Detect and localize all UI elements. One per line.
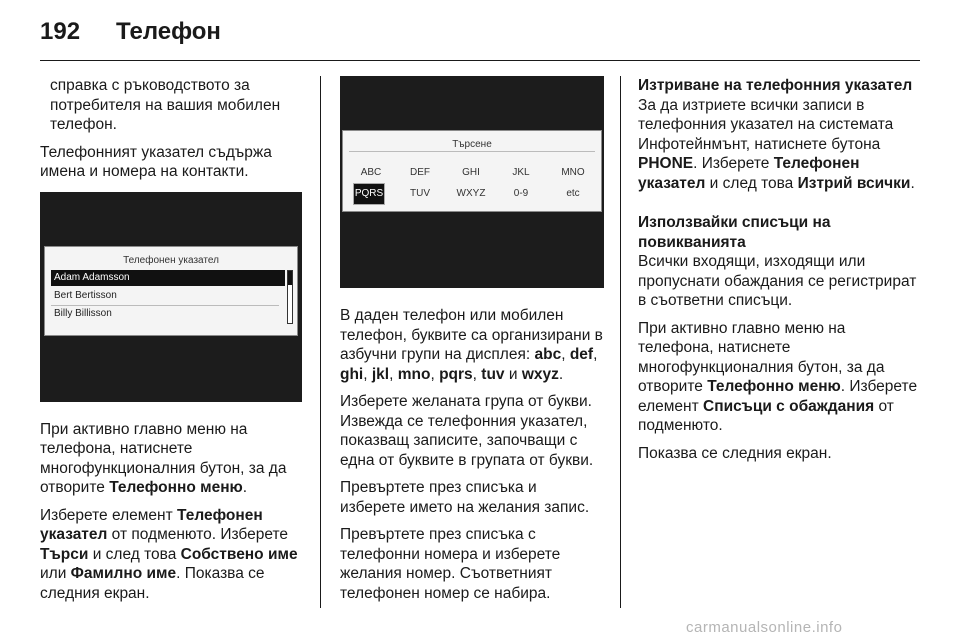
letter-group-tuv: TUV <box>410 188 430 199</box>
paragraph-open-call-lists: При активно главно меню на телефона, натиснете многофункционалния бутон, за да отворите Телефонно меню. Изберете елемент Списъци с обаждания от подменюто. <box>638 319 918 434</box>
paragraph-scroll-names: Превъртете през списъка и изберете името на желания запис. <box>340 479 590 516</box>
page-header <box>40 18 920 58</box>
paragraph-open-phone-menu: При активно главно меню на телефона, натиснете многофункционалния бутон, за да отворите Телефонно меню. <box>40 420 287 496</box>
phonebook-panel <box>44 246 298 336</box>
page-number: 192 <box>40 18 81 45</box>
paragraph-intro-continuation: справка с ръководството за потребителя на вашия мобилен телефон. <box>50 77 281 133</box>
paragraph-select-phonebook: Изберете елемент Телефонен указател от подменюто. Изберете Търси и след това Собствено име или Фамилно име. Показва се следния екран. <box>40 506 298 602</box>
column-middle <box>340 76 604 611</box>
letter-group-pqrs-selected: PQRS <box>353 183 385 205</box>
paragraph-call-lists-info: Всички входящи, изходящи или пропуснати обаждания се регистрират в съответни списъци. <box>638 253 917 309</box>
column-right <box>638 76 920 471</box>
header-divider <box>40 60 920 61</box>
letter-group-mno: MNO <box>561 167 585 178</box>
paragraph-delete-phonebook: За да изтриете всички записи в телефонния указател на системата Инфотейнмънт, натиснете бутона PHONE. Изберете Телефонен указател и след това Изтрий всички. <box>638 96 915 192</box>
heading-delete-phonebook: Изтриване на телефонния указател <box>638 77 913 94</box>
letter-group-wxyz: WXYZ <box>456 188 486 199</box>
letter-group-ghi: GHI <box>462 167 480 178</box>
paragraph-phonebook-info: Телефонният указател съдържа имена и номера на контакти. <box>40 143 272 180</box>
paragraph-letter-groups: В даден телефон или мобилен телефон, буквите са организирани в азбучни групи на дисплея: abc, def, ghi, jkl, mno, pqrs, tuv и wxyz. <box>340 307 603 383</box>
phonebook-entry-selected: Adam Adamsson <box>51 270 285 286</box>
phonebook-entry: Billy Billisson <box>54 307 112 319</box>
watermark: carmanualsonline.info <box>686 619 843 636</box>
menu-name-phone-menu: Телефонно меню <box>109 479 243 496</box>
search-panel <box>342 130 602 212</box>
scrollbar-thumb <box>288 271 292 285</box>
paragraph-scroll-numbers: Превъртете през списъка с телефонни номера и изберете желания номер. Съответният телефонен номер се набира. <box>340 526 561 602</box>
phonebook-screen-title: Телефонен указател <box>123 254 219 266</box>
search-screen-illustration <box>340 76 604 288</box>
heading-call-lists: Използвайки списъци на повикванията <box>638 214 831 251</box>
letter-group-digits: 0-9 <box>513 188 529 199</box>
paragraph-select-group: Изберете желаната група от букви. Извежда се телефонния указател, показващ записите, започващи с една от буквите в групата от букви. <box>340 393 594 469</box>
phonebook-screen-illustration <box>40 192 302 402</box>
letter-group-jkl: JKL <box>512 167 530 178</box>
paragraph-following-screen: Показва се следния екран. <box>638 444 832 462</box>
letter-group-abc: ABC <box>360 167 382 178</box>
row-divider <box>349 151 595 152</box>
search-screen-title: Търсене <box>452 139 492 150</box>
chapter-title: Телефон <box>116 18 221 45</box>
column-left <box>40 76 302 611</box>
column-divider <box>620 76 621 608</box>
column-divider <box>320 76 321 608</box>
letter-group-etc: etc <box>566 188 580 199</box>
letter-group-def: DEF <box>410 167 430 178</box>
phonebook-entry: Bert Bertisson <box>54 289 117 301</box>
phonebook-scrollbar <box>287 270 293 324</box>
